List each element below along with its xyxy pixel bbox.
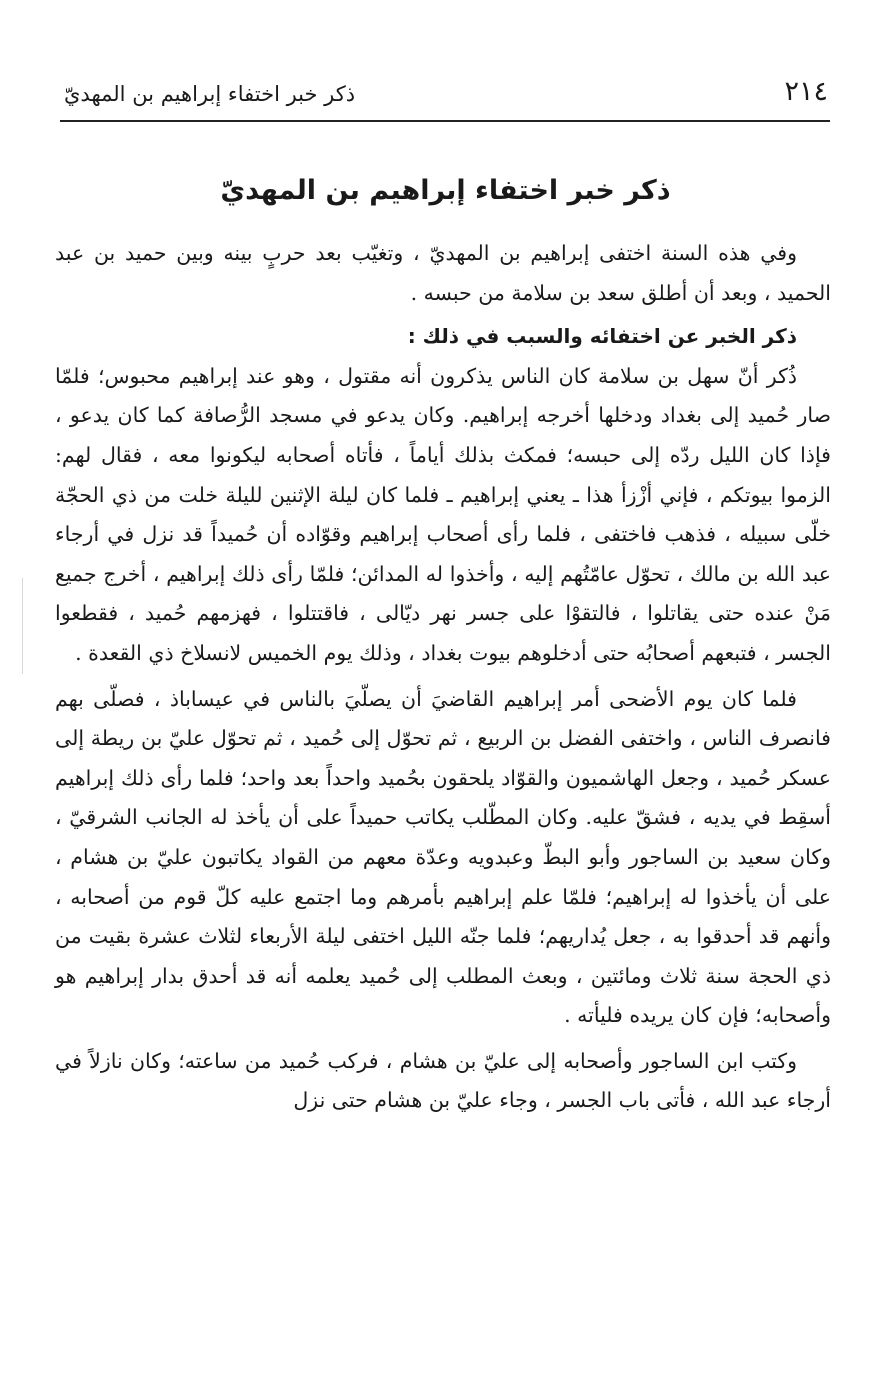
section-subheading: ذكر الخبر عن اختفائه والسبب في ذلك : — [407, 324, 797, 349]
scan-margin-mark — [22, 578, 23, 674]
running-header — [60, 76, 830, 122]
paragraph-adha: فلما كان يوم الأضحى أمر إبراهيم القاضيَ أن يصلّيَ بالناس في عيساباذ ، فصلّى بهم فانصرف الناس ، واختفى الفضل بن الربيع ، ثم تحوّل إلى حُميد ، ثم تحوّل عليّ بن ريطة إلى عسكر حُميد ، وجعل الهاشميون والقوّاد يلحقون بحُميد واحداً بعد واحد؛ فلما رأى ذلك إبراهيم أسقِط في يديه ، فشقّ عليه. وكان المطّلب يكاتب حميداً على أن يأخذ له الجانب الشرقيّ ، وكان سعيد بن الساجور وأبو البطّ وعبدويه وعدّة معهم من القواد يكاتبون عليّ بن هشام ، على أن يأخذوا له إبراهيم؛ فلمّا علم إبراهيم بأمرهم وما اجتمع عليه كلّ قوم من أصحابه ، وأنهم قد أحدقوا به ، جعل يُداريهم؛ فلما جنّه الليل اختفى ليلة الأربعاء لثلاث عشرة بقيت من ذي الحجة سنة ثلاث ومائتين ، وبعث المطلب إلى حُميد يعلمه أنه قد أحدق بدار إبراهيم هو وأصحابه؛ فإن كان يريده فليأته . — [55, 686, 831, 1028]
chapter-title: ذكر خبر اختفاء إبراهيم بن المهديّ — [220, 175, 671, 206]
running-title: ذكر خبر اختفاء إبراهيم بن المهديّ — [64, 82, 356, 106]
paragraph-account: ذُكر أنّ سهل بن سلامة كان الناس يذكرون أنه مقتول ، وهو عند إبراهيم محبوس؛ فلمّا صار حُميد إلى بغداد ودخلها أخرجه إبراهيم. وكان يدعو في مسجد الرُّصافة كما كان يدعو ، فإذا كان الليل ردّه إلى حبسه؛ فمكث بذلك أياماً ، فأتاه أصحابه ليكونوا معه ، فقال لهم: الزموا بيوتكم ، فإني أزْزأ هذا ـ يعني إبراهيم ـ فلما كان ليلة الإثنين لليلة خلت من ذي الحجّة خلّى سبيله ، فذهب فاختفى ، فلما رأى أصحاب إبراهيم وقوّاده أن حُميداً قد نزل في أرجاء عبد الله بن مالك ، تحوّل عامّتُهم إليه ، وأخذوا له المدائن؛ فلمّا رأى ذلك إبراهيم ، أخرج جميع مَنْ عنده حتى يقاتلوا ، فالتقوْا على جسر نهر ديّالى ، فاقتتلوا ، فهزمهم حُميد ، فقطعوا الجسر ، فتبعهم أصحابُه حتى أدخلوهم بيوت بغداد ، وذلك يوم الخميس لانسلاخ ذي القعدة . — [55, 363, 831, 665]
paragraph-intro: وفي هذه السنة اختفى إبراهيم بن المهديّ ، وتغيّب بعد حربٍ بينه وبين حميد بن عبد الحميد ، وبعد أن أطلق سعد بن سلامة من حبسه . — [55, 241, 831, 305]
page-number: ٢١٤ — [784, 76, 828, 107]
paragraph-letters: وكتب ابن الساجور وأصحابه إلى عليّ بن هشام ، فركب حُميد من ساعته؛ وكان نازلاً في أرجاء عبد الله ، فأتى باب الجسر ، وجاء عليّ بن هشام حتى نزل — [55, 1048, 831, 1113]
body-text — [55, 234, 831, 1121]
